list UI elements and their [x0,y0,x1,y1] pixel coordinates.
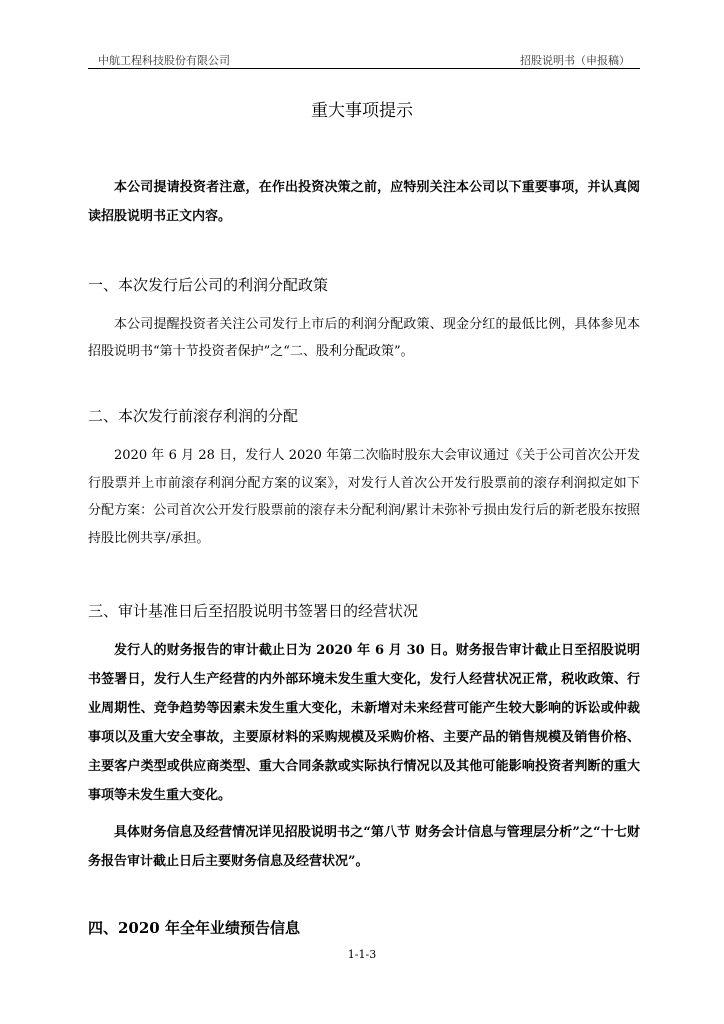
page-header [88,50,640,69]
section-2-paragraph: 2020 年 6 月 28 日，发行人 2020 年第二次临时股东大会审议通过《关于公司首次公开发行股票并上市前滚存利润分配方案的议案》，对发行人首次公开发行股票前的滚存利润拟定如下分配方案：公司首次公开发行股票前的滚存未分配利润/累计未弥补亏损由发行后的新老股东按照持股比例共享/承担。 [88,448,640,546]
section-3-paragraph-2: 具体财务信息及经营情况详见招股说明书之“第八节 财务会计信息与管理层分析”之“十七财务报告审计截止日后主要财务信息及经营状况”。 [88,825,640,869]
header-doc-type: 招股说明书（申报稿） [520,54,630,67]
section-2-heading: 二、本次发行前滚存利润的分配 [88,407,299,425]
section-1-paragraph: 本公司提醒投资者关注公司发行上市后的利润分配政策、现金分红的最低比例，具体参见本招股说明书“第十节投资者保护”之“二、股利分配政策”。 [88,317,640,359]
section-1-heading: 一、本次发行后公司的利润分配政策 [88,276,329,294]
section-4-heading: 四、2020 年全年业绩预告信息 [88,919,300,937]
section-3-paragraph-1: 发行人的财务报告的审计截止日为 2020 年 6 月 30 日。财务报告审计截止日至招股说明书签署日，发行人生产经营的内外部环境未发生重大变化，发行人经营状况正常，税收政策、行业周期性、竞争趋势等因素未发生重大变化，未新增对未来经营可能产生较大影响的诉讼或仲裁事项以及重大安全事故，主要原材料的采购规模及采购价格、主要产品的销售规模及销售价格、主要客户类型或供应商类型、重大合同条款或实际执行情况以及其他可能影响投资者判断的重大事项等未发生重大变化。 [88,643,640,803]
page-number: 1-1-3 [347,948,377,961]
section-3-heading: 三、审计基准日后至招股说明书签署日的经营状况 [88,602,419,620]
header-company: 中航工程科技股份有限公司 [98,54,230,67]
intro-paragraph: 本公司提请投资者注意，在作出投资决策之前，应特别关注本公司以下重要事项，并认真阅读招股说明书正文内容。 [88,180,640,224]
page-title: 重大事项提示 [311,101,413,121]
